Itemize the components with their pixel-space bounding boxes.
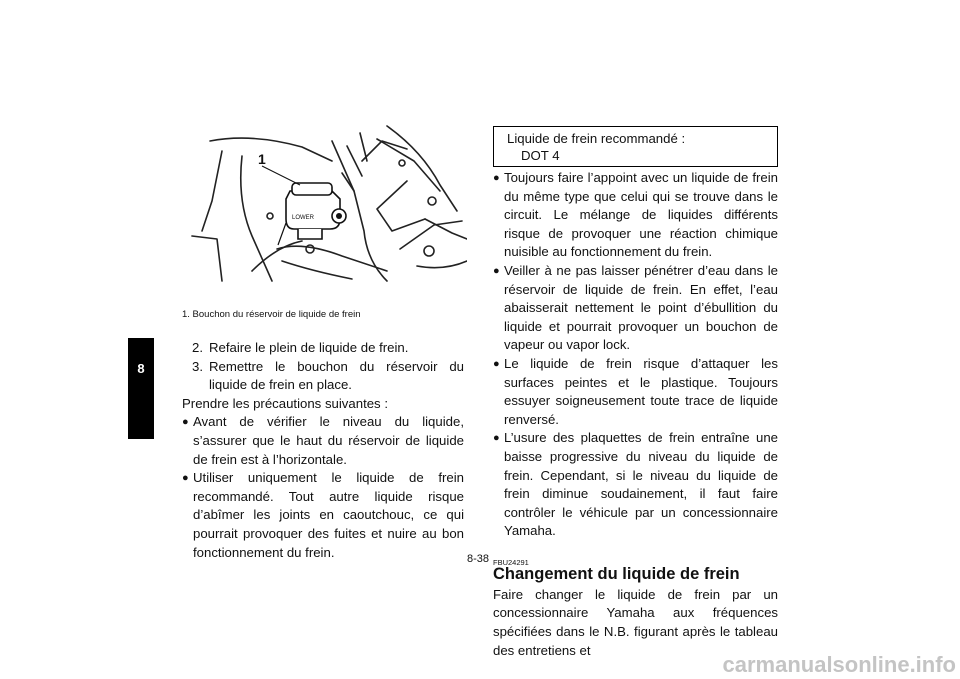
step-text: Refaire le plein de liquide de frein.: [209, 340, 409, 355]
bullet-dot-icon: ●: [182, 416, 189, 429]
section-paragraph: Faire changer le liquide de frein par un concessionnaire Yamaha aux fréquences spécifiées dans le N.B. figurant après le tableau des entretiens et: [493, 586, 778, 658]
recommended-fluid-label: Liquide de frein recommandé :: [507, 131, 686, 146]
bullet-text: L’usure des plaquettes de frein entraîne une baisse progressive du niveau du liquide de frein. Cependant, si le niveau du liquide de frein diminue soudainement, il faut faire contrôler le véhicule par un concessionnaire Yamaha.: [504, 430, 778, 539]
section-code: FBU24291: [493, 557, 529, 567]
recommended-fluid-value: DOT 4: [521, 148, 560, 163]
bullet-item: [182, 413, 464, 469]
chapter-number: 8: [137, 361, 145, 376]
lower-mark-label: LOWER: [292, 215, 315, 221]
bullet-item: [493, 355, 778, 429]
step-text: Remettre le bouchon du réservoir du liquide de frein en place.: [209, 358, 464, 393]
right-column: [493, 169, 778, 660]
bullet-text: Toujours faire l’appoint avec un liquide de frein du même type que celui qui se trouve dans le circuit. Le mélange de liquides différents risque de provoquer une réaction chimique nuisible au fonctionnement du frein.: [504, 170, 778, 260]
bullet-text: Veiller à ne pas laisser pénétrer d’eau dans le réservoir de liquide de frein. En effet, l’eau abaisserait nettement le point d’ébullition du liquide et pourrait provoquer un bouchon de vapeur ou vapor lock.: [504, 262, 778, 353]
bullet-dot-icon: ●: [493, 264, 500, 277]
bullet-dot-icon: ●: [493, 432, 500, 445]
bullet-dot-icon: ●: [493, 357, 500, 370]
bullet-dot-icon: ●: [493, 172, 500, 184]
step-item: [182, 339, 464, 358]
bullet-item: [182, 469, 464, 562]
bullet-item: [493, 262, 778, 355]
brake-reservoir-illustration: [182, 121, 467, 293]
figure-callout: 1: [258, 151, 266, 167]
watermark: carmanualsonline.info: [722, 652, 956, 677]
step-item: [182, 358, 464, 395]
bullet-text: Utiliser uniquement le liquide de frein recommandé. Tout autre liquide risque d’abîmer les joints en caoutchouc, ce qui pourrait provoquer des fuites et nuire au bon fonctionnement du frein.: [193, 470, 464, 560]
bullet-item: [493, 169, 778, 262]
recommended-fluid-box: [493, 126, 778, 167]
precautions-intro: Prendre les précautions suivantes :: [182, 395, 388, 411]
bullet-item: [493, 429, 778, 541]
chapter-tab: [128, 338, 154, 439]
section-heading: Changement du liquide de frein: [493, 564, 740, 583]
bullet-dot-icon: ●: [182, 472, 189, 485]
figure-caption: 1. Bouchon du réservoir de liquide de frein: [182, 309, 361, 320]
page-number: 8-38: [467, 553, 490, 565]
bullet-text: Avant de vérifier le niveau du liquide, s’assurer que le haut du réservoir de liquide de frein est à l’horizontale.: [193, 414, 464, 467]
left-column: [182, 339, 464, 562]
bullet-text: Le liquide de frein risque d’attaquer les surfaces peintes et le plastique. Toujours essuyer soigneusement toute trace de liquide renversé.: [504, 355, 778, 427]
step-number: 2.: [192, 340, 203, 355]
step-number: 3.: [192, 358, 203, 374]
